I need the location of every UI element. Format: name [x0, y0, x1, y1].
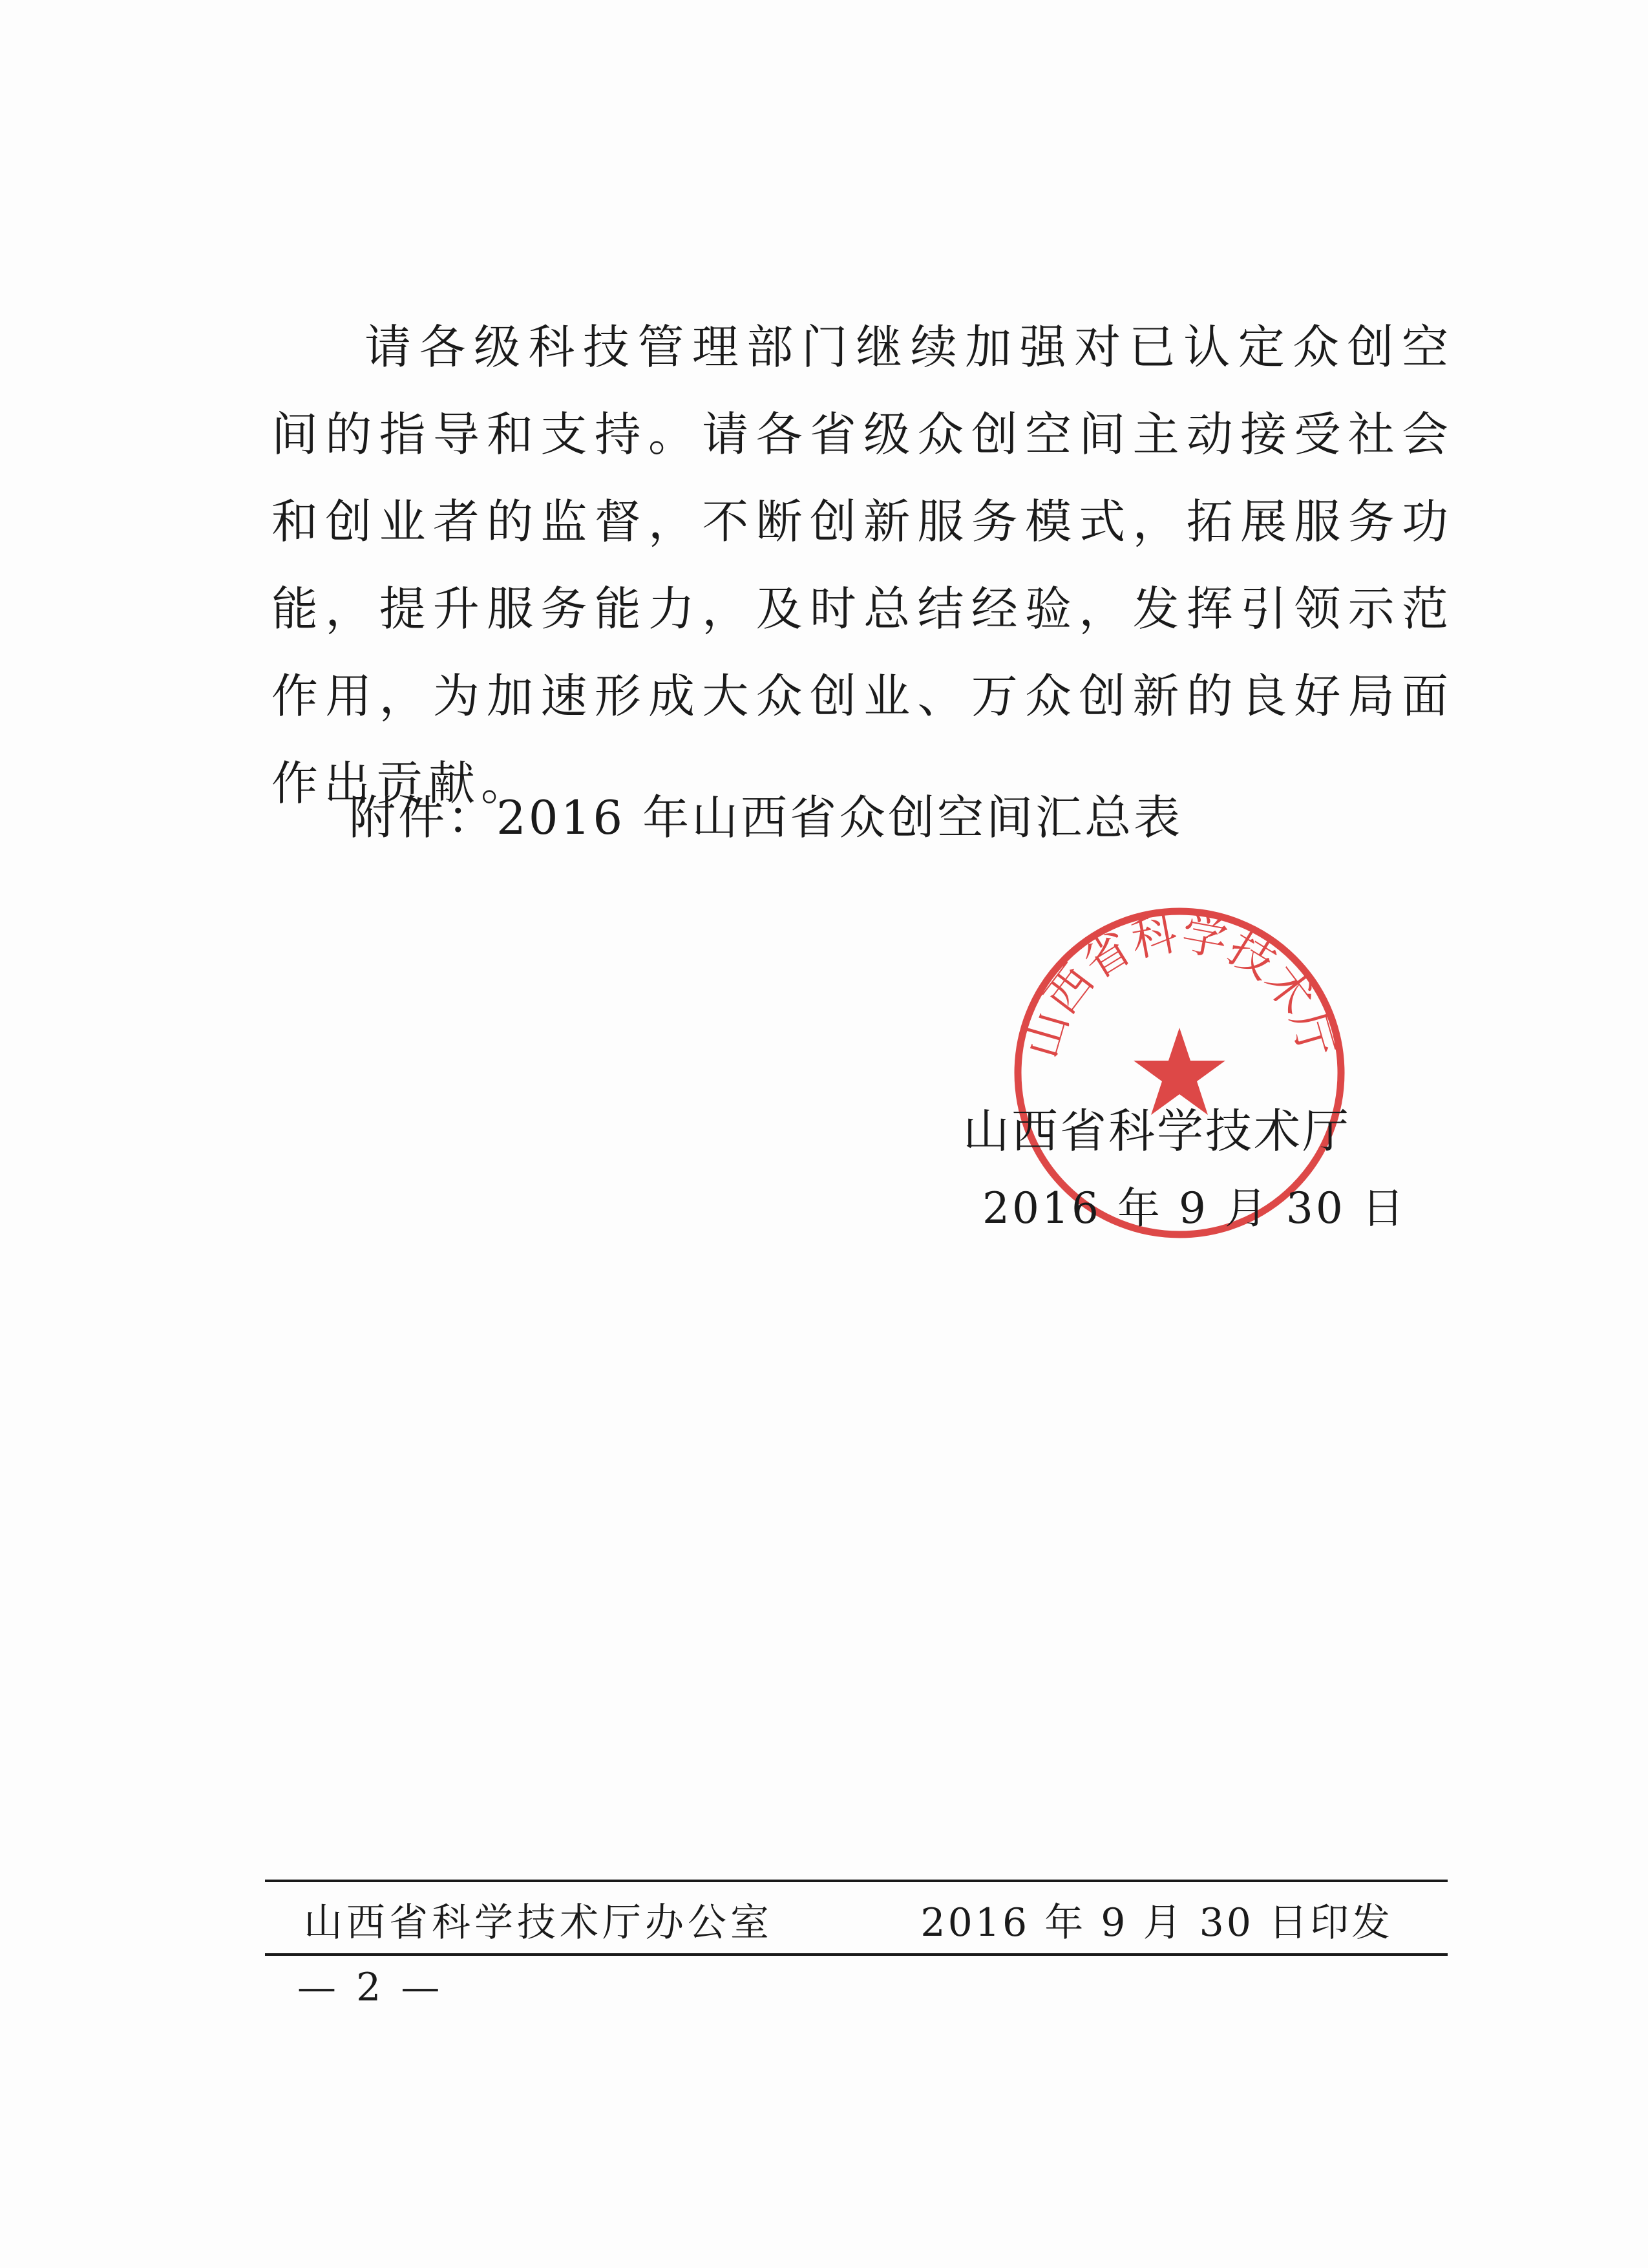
signature-date: 2016 年 9 月 30 日: [982, 1183, 1407, 1233]
footer-top-rule: [265, 1880, 1448, 1882]
attachment-line: 附件：2016 年山西省众创空间汇总表: [349, 790, 1183, 845]
signature-organization: 山西省科学技术厅: [963, 1104, 1351, 1158]
body-text: [271, 304, 1454, 827]
footer-bottom-rule: [265, 1953, 1448, 1956]
page-number: — 2 —: [297, 1965, 444, 2010]
footer-issuer: 山西省科学技术厅办公室: [304, 1900, 773, 1945]
footer-issue-date: 2016 年 9 月 30 日印发: [920, 1900, 1393, 1945]
main-paragraph: 请各级科技管理部门继续加强对已认定众创空间的指导和支持。请各省级众创空间主动接受社会和创业者的监督，不断创新服务模式，拓展服务功能，提升服务能力，及时总结经验，发挥引领示范作用，为加速形成大众创业、万众创新的良好局面作出贡献。: [271, 320, 1454, 811]
seal-text: 山西省科学技术厅: [1015, 907, 1344, 1064]
